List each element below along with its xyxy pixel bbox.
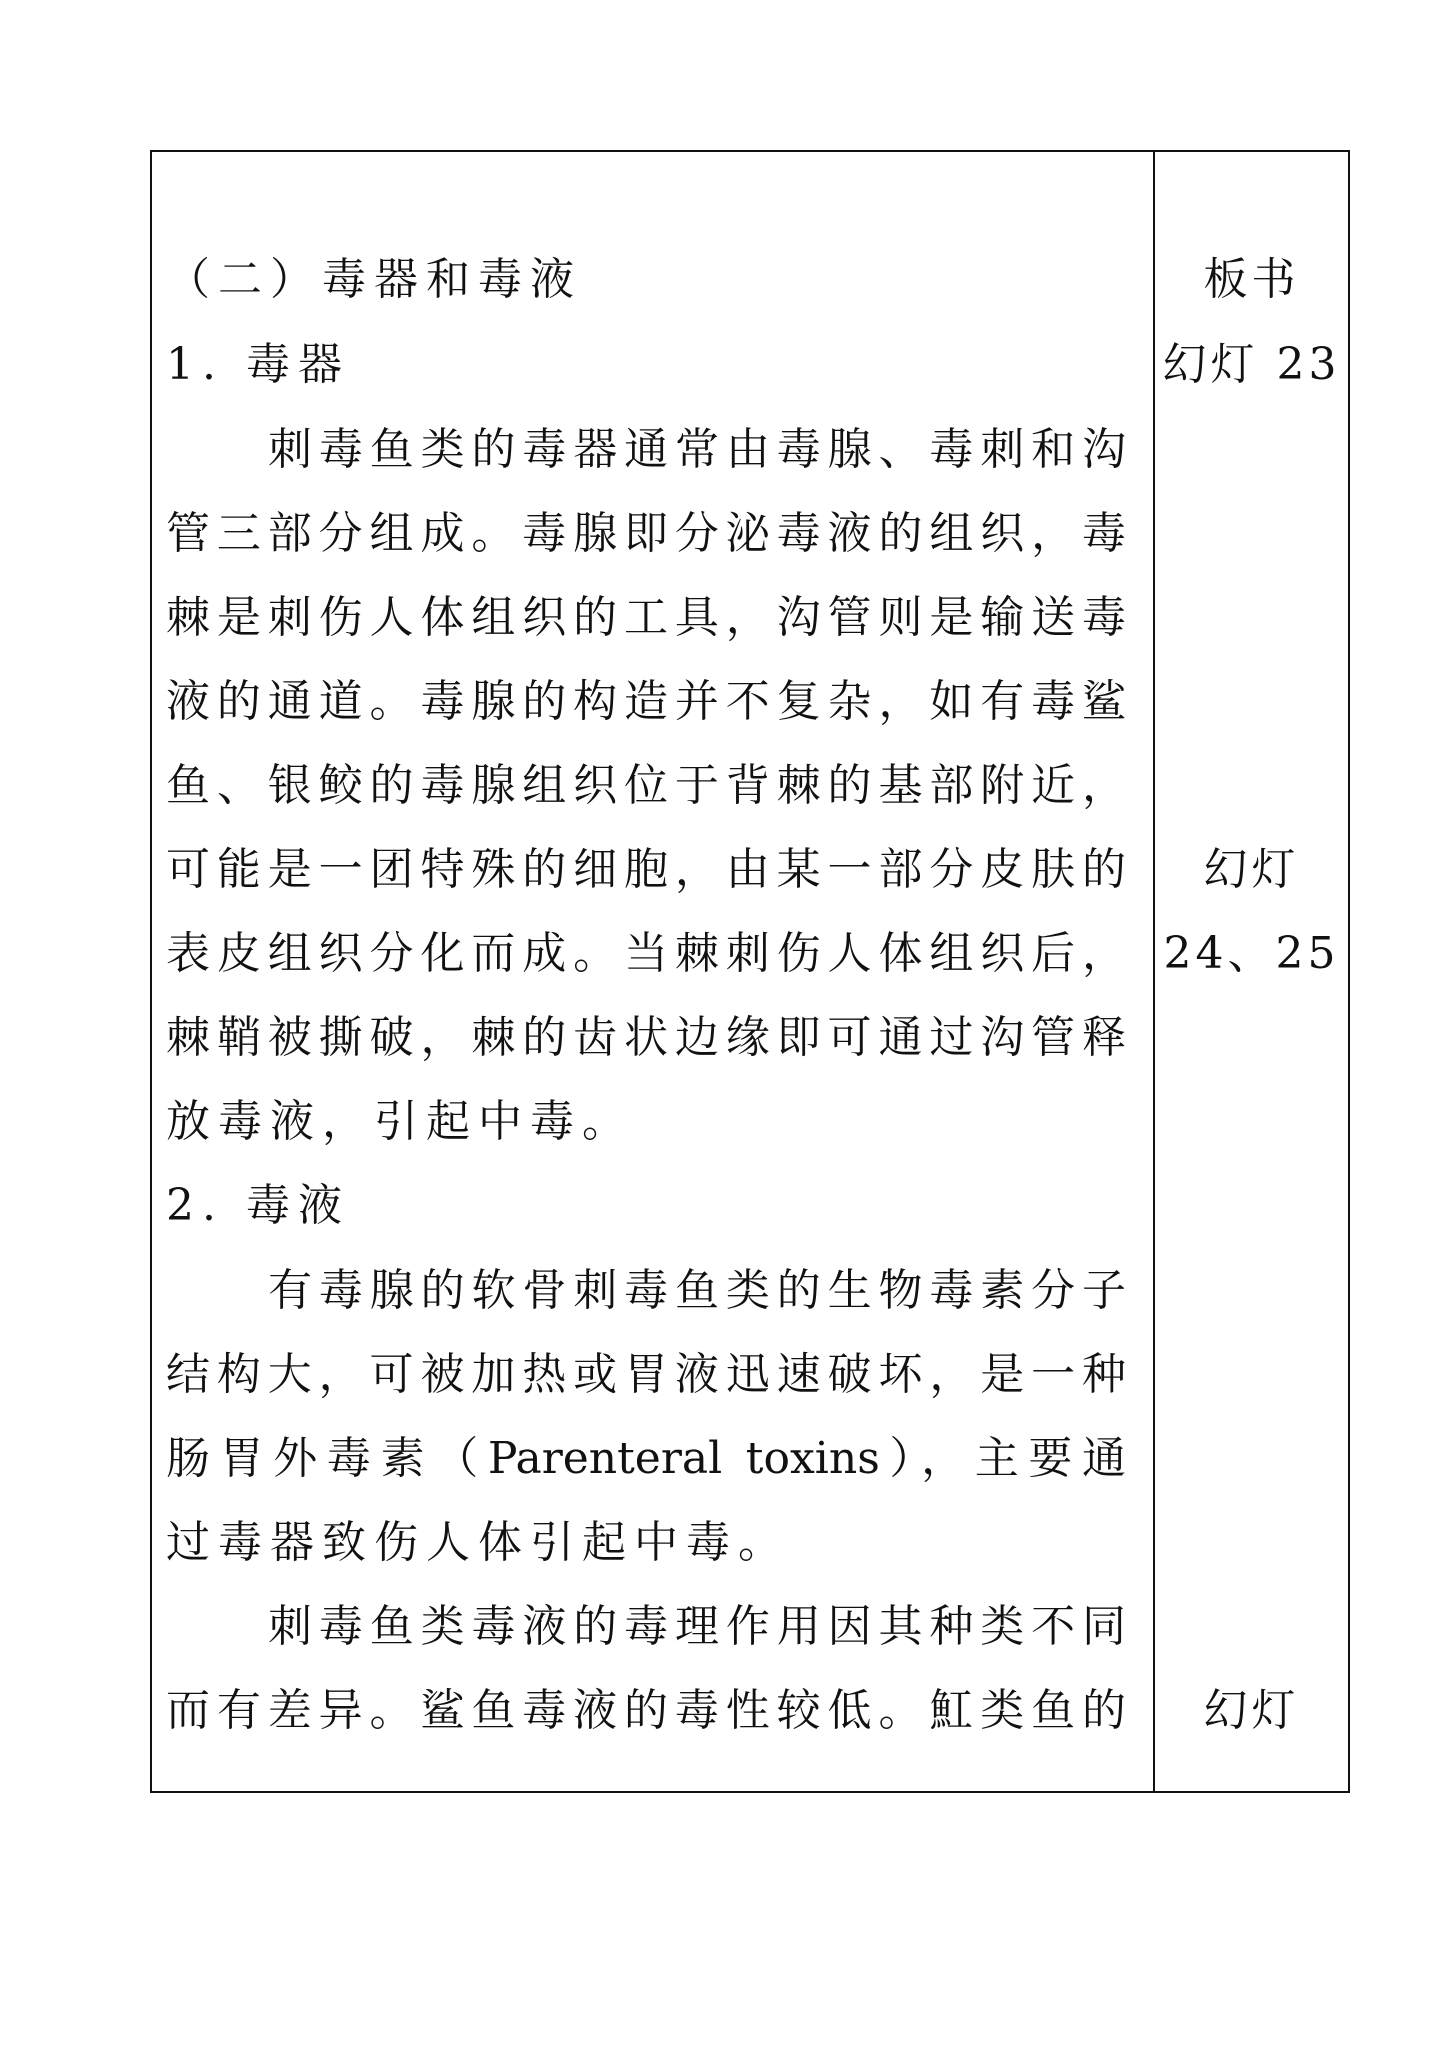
paragraph-line: 刺毒鱼类的毒器通常由毒腺、毒刺和沟 [268, 424, 1126, 475]
subheading-venom: 2. 毒液 [166, 1180, 350, 1231]
paragraph-line: 肠胃外毒素（Parenteral toxins），主要通 [166, 1433, 1126, 1484]
lesson-table [150, 150, 1350, 1793]
paragraph-line: 结构大，可被加热或胃液迅速破坏，是一种 [166, 1349, 1126, 1400]
paragraph-line: 液的通道。毒腺的构造并不复杂，如有毒鲨 [166, 676, 1126, 727]
paragraph-line: 而有差异。鲨鱼毒液的毒性较低。魟类鱼的 [166, 1685, 1126, 1736]
paragraph-line: 过毒器致伤人体引起中毒。 [166, 1517, 790, 1568]
paragraph-line: 管三部分组成。毒腺即分泌毒液的组织，毒 [166, 508, 1126, 559]
paragraph-line: 鱼、银鲛的毒腺组织位于背棘的基部附近， [166, 760, 1126, 811]
paragraph-line: 放毒液，引起中毒。 [166, 1096, 634, 1147]
paragraph-line: 刺毒鱼类毒液的毒理作用因其种类不同 [268, 1601, 1126, 1652]
paragraph-line: 表皮组织分化而成。当棘刺伤人体组织后， [166, 928, 1126, 979]
paragraph-line: 有毒腺的软骨刺毒鱼类的生物毒素分子 [268, 1265, 1126, 1316]
paragraph-line: 可能是一团特殊的细胞，由某一部分皮肤的 [166, 844, 1126, 895]
note-blackboard: 板书 [1203, 254, 1300, 305]
paragraph-line: 棘是刺伤人体组织的工具，沟管则是输送毒 [166, 592, 1126, 643]
note-slide-bottom: 幻灯 [1203, 1685, 1300, 1736]
note-slide-24-25: 24、25 [1163, 928, 1340, 979]
paragraph-line: 棘鞘被撕破，棘的齿状边缘即可通过沟管释 [166, 1012, 1126, 1063]
subheading-poison-organ: 1. 毒器 [166, 339, 350, 390]
section-heading: （二）毒器和毒液 [166, 254, 582, 305]
note-slide: 幻灯 [1203, 844, 1300, 895]
note-slide-23: 幻灯 23 [1162, 339, 1341, 390]
